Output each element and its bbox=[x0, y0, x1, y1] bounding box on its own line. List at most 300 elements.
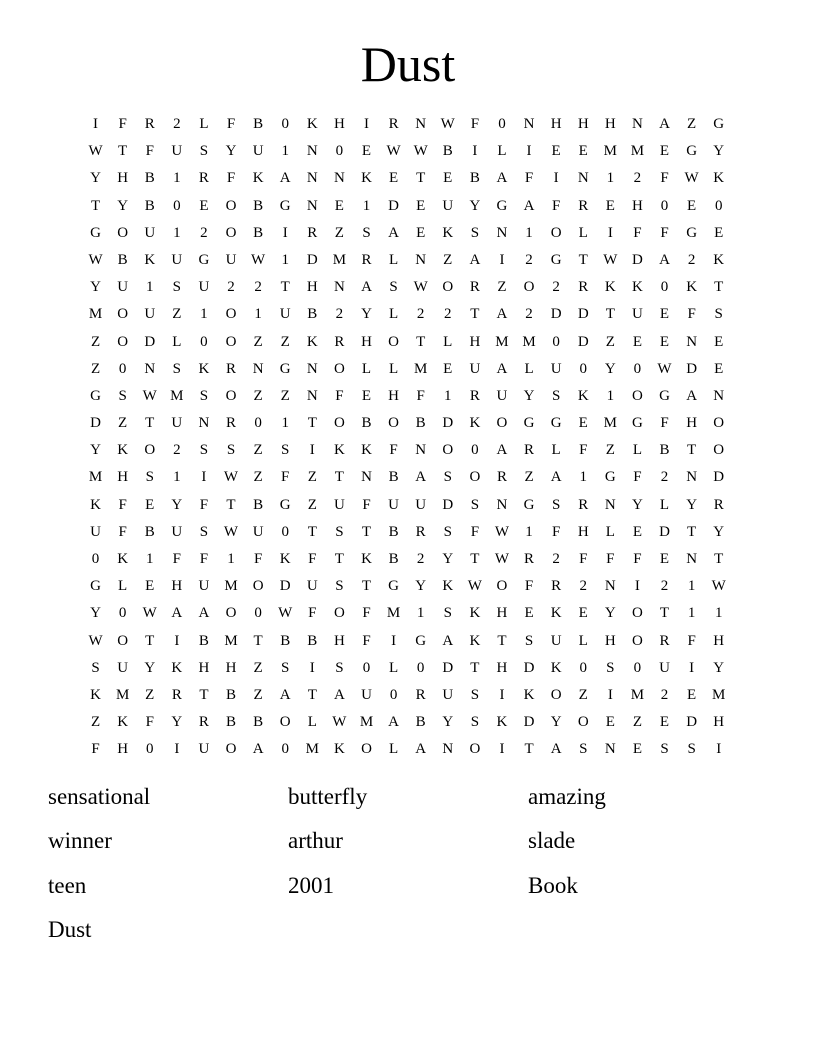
grid-letter: R bbox=[171, 686, 182, 703]
grid-letter: N bbox=[198, 415, 210, 432]
grid-letter: G bbox=[632, 415, 643, 432]
grid-letter: B bbox=[253, 116, 264, 132]
grid-letter: M bbox=[115, 686, 130, 703]
grid-letter: H bbox=[333, 116, 345, 132]
grid-letter: O bbox=[225, 224, 237, 241]
grid-letter: H bbox=[388, 387, 399, 404]
grid-letter: O bbox=[279, 714, 291, 731]
grid-letter: H bbox=[469, 333, 481, 350]
grid-letter: R bbox=[415, 523, 426, 540]
grid-letter: F bbox=[253, 551, 263, 567]
grid-letter: W bbox=[223, 523, 239, 540]
grid-letter: N bbox=[415, 116, 427, 132]
grid-letter: O bbox=[632, 632, 643, 649]
grid-letter: B bbox=[415, 415, 426, 432]
grid-letter: A bbox=[550, 741, 562, 758]
grid-letter: F bbox=[362, 496, 371, 513]
grid-letter: 1 bbox=[416, 605, 425, 622]
grid-letter: N bbox=[604, 496, 616, 513]
grid-letter: U bbox=[198, 279, 210, 296]
grid-letter: R bbox=[415, 686, 426, 703]
grid-letter: 0 bbox=[389, 686, 398, 703]
grid-letter: D bbox=[632, 251, 643, 268]
grid-letter: N bbox=[713, 387, 725, 404]
grid-letter: U bbox=[361, 686, 372, 703]
grid-letter: A bbox=[171, 605, 183, 622]
grid-letter: 0 bbox=[281, 523, 289, 540]
grid-letter: G bbox=[198, 251, 210, 268]
grid-letter: T bbox=[687, 442, 697, 459]
grid-letter: M bbox=[414, 360, 428, 377]
grid-letter: 1 bbox=[173, 170, 181, 187]
grid-letter: S bbox=[551, 387, 561, 404]
grid-letter: E bbox=[659, 306, 670, 323]
grid-letter: L bbox=[632, 442, 642, 459]
grid-letter: F bbox=[660, 170, 669, 187]
grid-letter: Y bbox=[442, 714, 454, 731]
grid-letter: B bbox=[226, 714, 237, 731]
grid-letter: 0 bbox=[145, 741, 154, 758]
grid-letter: K bbox=[279, 551, 291, 567]
grid-letter: G bbox=[279, 360, 291, 377]
grid-letter: 2 bbox=[552, 551, 560, 567]
grid-letter: 0 bbox=[118, 605, 127, 622]
grid-letter: R bbox=[361, 251, 372, 268]
grid-letter: K bbox=[523, 686, 535, 703]
grid-letter: R bbox=[496, 469, 507, 486]
grid-letter: B bbox=[388, 551, 399, 567]
grid-letter: I bbox=[553, 170, 559, 187]
grid-letter: Z bbox=[497, 279, 507, 296]
grid-letter: A bbox=[686, 387, 698, 404]
grid-letter: E bbox=[659, 333, 670, 350]
grid-letter: D bbox=[550, 306, 562, 323]
grid-letter: 0 bbox=[254, 605, 262, 622]
grid-letter: T bbox=[416, 333, 426, 350]
grid-letter: N bbox=[604, 578, 616, 595]
grid-letter: K bbox=[550, 659, 562, 676]
grid-letter: M bbox=[522, 333, 536, 350]
grid-letter: M bbox=[495, 333, 509, 350]
grid-letter: T bbox=[659, 605, 670, 622]
grid-letter: 0 bbox=[91, 551, 100, 567]
grid-letter: M bbox=[386, 605, 401, 622]
grid-letter: L bbox=[578, 632, 588, 649]
grid-letter: O bbox=[117, 306, 129, 323]
grid-letter: 2 bbox=[633, 170, 642, 187]
grid-letter: G bbox=[713, 116, 725, 132]
grid-letter: S bbox=[470, 714, 480, 731]
grid-letter: Y bbox=[171, 714, 183, 731]
grid-letter: Z bbox=[524, 469, 534, 486]
grid-letter: U bbox=[252, 143, 264, 160]
grid-letter: B bbox=[280, 632, 291, 649]
grid-letter: G bbox=[279, 496, 291, 513]
grid-letter: N bbox=[496, 224, 508, 241]
grid-letter: 1 bbox=[145, 279, 154, 296]
grid-letter: F bbox=[524, 170, 534, 187]
grid-letter: L bbox=[388, 659, 399, 676]
grid-letter: N bbox=[415, 251, 427, 268]
grid-letter: Z bbox=[443, 251, 453, 268]
grid-letter: E bbox=[632, 523, 642, 540]
grid-letter: B bbox=[253, 714, 264, 731]
grid-letter: B bbox=[198, 632, 209, 649]
word-list-item: sensational bbox=[48, 784, 151, 809]
grid-letter: 1 bbox=[606, 387, 615, 404]
grid-letter: S bbox=[606, 659, 615, 676]
grid-letter: I bbox=[282, 224, 288, 241]
grid-letter: A bbox=[469, 251, 481, 268]
grid-letter: D bbox=[442, 415, 454, 432]
grid-letter: 2 bbox=[173, 116, 181, 132]
grid-letter: H bbox=[496, 659, 508, 676]
grid-letter: T bbox=[253, 632, 263, 649]
grid-letter: Y bbox=[361, 306, 372, 323]
grid-letter: N bbox=[523, 116, 535, 132]
grid-letter: 2 bbox=[200, 224, 208, 241]
grid-letter: U bbox=[442, 686, 454, 703]
grid-letter: T bbox=[307, 415, 317, 432]
grid-letter: I bbox=[93, 116, 99, 132]
grid-letter: E bbox=[578, 415, 588, 432]
grid-letter: 1 bbox=[444, 387, 452, 404]
grid-letter: I bbox=[526, 143, 532, 160]
grid-letter: B bbox=[144, 197, 155, 214]
grid-letter: 0 bbox=[173, 197, 181, 214]
grid-letter: N bbox=[306, 143, 318, 160]
grid-letter: 2 bbox=[416, 306, 425, 323]
grid-letter: A bbox=[388, 714, 399, 731]
grid-letter: U bbox=[388, 496, 399, 513]
grid-letter: G bbox=[659, 387, 670, 404]
grid-letter: N bbox=[686, 333, 698, 350]
grid-letter: K bbox=[632, 279, 643, 296]
puzzle-title: Dust bbox=[360, 36, 456, 92]
grid-letter: Y bbox=[90, 605, 101, 622]
grid-letter: Z bbox=[578, 686, 588, 703]
grid-letter: 0 bbox=[416, 659, 425, 676]
grid-letter: 2 bbox=[444, 306, 452, 323]
grid-letter: F bbox=[335, 387, 344, 404]
grid-letter: R bbox=[198, 714, 209, 731]
grid-letter: A bbox=[279, 170, 291, 187]
grid-letter: N bbox=[632, 116, 643, 132]
grid-letter: D bbox=[577, 306, 589, 323]
grid-letter: K bbox=[361, 442, 372, 459]
grid-letter: R bbox=[198, 170, 209, 187]
grid-letter: H bbox=[577, 523, 589, 540]
grid-letter: R bbox=[334, 333, 345, 350]
grid-letter: S bbox=[389, 279, 398, 296]
grid-letter: 2 bbox=[254, 279, 262, 296]
grid-letter: O bbox=[225, 197, 237, 214]
grid-letter: Y bbox=[469, 197, 481, 214]
grid-letter: 1 bbox=[281, 143, 289, 160]
grid-letter: U bbox=[632, 306, 643, 323]
grid-letter: Y bbox=[686, 496, 698, 513]
grid-letter: F bbox=[660, 415, 669, 432]
grid-letter: Y bbox=[415, 578, 427, 595]
grid-letter: U bbox=[171, 143, 183, 160]
grid-letter: K bbox=[469, 415, 481, 432]
grid-letter: Y bbox=[171, 496, 183, 513]
grid-letter: S bbox=[145, 469, 154, 486]
grid-letter: L bbox=[659, 496, 670, 513]
grid-letter: S bbox=[281, 442, 290, 459]
grid-letter: F bbox=[389, 442, 398, 459]
grid-letter: B bbox=[388, 469, 399, 486]
grid-letter: U bbox=[171, 523, 183, 540]
grid-letter: E bbox=[416, 197, 426, 214]
grid-letter: F bbox=[145, 143, 154, 160]
grid-letter: T bbox=[118, 143, 128, 160]
grid-letter: G bbox=[496, 197, 508, 214]
grid-letter: N bbox=[306, 360, 318, 377]
grid-letter: G bbox=[388, 578, 399, 595]
grid-letter: D bbox=[686, 714, 698, 731]
grid-letter: F bbox=[416, 387, 425, 404]
grid-letter: 1 bbox=[687, 605, 696, 622]
grid-letter: F bbox=[118, 116, 127, 132]
grid-letter: F bbox=[633, 224, 642, 241]
grid-letter: G bbox=[604, 469, 616, 486]
word-list bbox=[48, 775, 768, 952]
grid-letter: N bbox=[415, 442, 427, 459]
grid-letter: U bbox=[333, 496, 345, 513]
grid-letter: M bbox=[630, 143, 645, 160]
grid-letter: R bbox=[144, 116, 155, 132]
grid-letter: U bbox=[171, 415, 183, 432]
grid-letter: D bbox=[90, 415, 101, 432]
grid-letter: M bbox=[305, 741, 319, 758]
grid-letter: I bbox=[363, 116, 369, 132]
grid-letter: 1 bbox=[687, 578, 696, 595]
grid-letter: T bbox=[361, 578, 372, 595]
grid-letter: H bbox=[713, 632, 725, 649]
grid-letter: D bbox=[523, 659, 535, 676]
grid-letter: H bbox=[117, 170, 129, 187]
grid-letter: T bbox=[145, 415, 155, 432]
grid-letter: K bbox=[198, 360, 210, 377]
grid-letter: E bbox=[632, 333, 642, 350]
grid-letter: W bbox=[413, 279, 428, 296]
grid-letter: F bbox=[226, 170, 236, 187]
grid-letter: S bbox=[199, 442, 209, 459]
grid-letter: R bbox=[659, 632, 670, 649]
grid-letter: I bbox=[472, 143, 478, 160]
grid-letter: A bbox=[442, 632, 454, 649]
grid-letter: U bbox=[550, 360, 562, 377]
grid-letter: W bbox=[251, 251, 266, 268]
grid-letter: O bbox=[577, 714, 589, 731]
grid-letter: D bbox=[577, 333, 589, 350]
grid-letter: U bbox=[469, 360, 481, 377]
grid-letter: S bbox=[551, 496, 561, 513]
grid-letter: D bbox=[306, 251, 318, 268]
grid-letter: 2 bbox=[173, 442, 181, 459]
grid-letter: E bbox=[714, 224, 724, 241]
grid-letter: H bbox=[117, 469, 129, 486]
grid-letter: T bbox=[416, 170, 426, 187]
grid-letter: S bbox=[199, 387, 209, 404]
grid-letter: A bbox=[659, 116, 670, 132]
grid-letter: I bbox=[309, 442, 315, 459]
grid-letter: U bbox=[252, 523, 264, 540]
grid-letter: E bbox=[388, 170, 399, 187]
grid-letter: N bbox=[686, 469, 698, 486]
grid-letter: O bbox=[117, 632, 129, 649]
grid-letter: E bbox=[524, 605, 534, 622]
grid-letter: S bbox=[660, 741, 669, 758]
grid-letter: W bbox=[467, 578, 482, 595]
grid-letter: N bbox=[577, 170, 589, 187]
grid-letter: T bbox=[470, 551, 480, 567]
grid-letter: O bbox=[469, 741, 481, 758]
grid-letter: A bbox=[659, 251, 670, 268]
grid-letter: 2 bbox=[335, 306, 344, 323]
grid-letter: 1 bbox=[173, 469, 181, 486]
grid-letter: S bbox=[579, 741, 588, 758]
grid-letter: D bbox=[144, 333, 156, 350]
grid-letter: Z bbox=[253, 333, 263, 350]
grid-letter: K bbox=[361, 551, 372, 567]
grid-letter: O bbox=[117, 224, 129, 241]
grid-letter: K bbox=[333, 741, 345, 758]
grid-letter: E bbox=[443, 360, 453, 377]
grid-letter: S bbox=[281, 659, 290, 676]
grid-letter: O bbox=[632, 605, 643, 622]
grid-letter: U bbox=[144, 306, 156, 323]
grid-letter: T bbox=[334, 469, 344, 486]
grid-letter: F bbox=[362, 605, 371, 622]
grid-letter: L bbox=[605, 523, 615, 540]
grid-letter: L bbox=[388, 741, 399, 758]
grid-letter: W bbox=[88, 632, 103, 649]
grid-letter: F bbox=[281, 469, 290, 486]
grid-letter: R bbox=[524, 442, 535, 459]
grid-letter: B bbox=[469, 170, 480, 187]
grid-letter: D bbox=[659, 523, 670, 540]
grid-letter: L bbox=[388, 306, 399, 323]
grid-letter: Z bbox=[605, 333, 615, 350]
grid-letter: U bbox=[306, 578, 318, 595]
grid-letter: A bbox=[361, 279, 372, 296]
grid-letter: W bbox=[494, 551, 510, 567]
grid-letter: W bbox=[88, 143, 103, 160]
grid-letter: D bbox=[713, 469, 725, 486]
grid-letter: O bbox=[117, 333, 129, 350]
grid-letter: 1 bbox=[579, 469, 587, 486]
grid-letter: W bbox=[332, 714, 347, 731]
grid-letter: E bbox=[443, 170, 453, 187]
grid-letter: S bbox=[335, 523, 344, 540]
grid-letter: O bbox=[225, 387, 237, 404]
grid-letter: B bbox=[659, 442, 670, 459]
word-list-item: 2001 bbox=[288, 872, 334, 898]
grid-letter: K bbox=[442, 224, 454, 241]
grid-letter: K bbox=[550, 605, 562, 622]
grid-letter: H bbox=[686, 415, 698, 432]
grid-letter: Y bbox=[713, 659, 725, 676]
grid-letter: N bbox=[144, 360, 156, 377]
grid-letter: G bbox=[686, 224, 698, 241]
grid-letter: S bbox=[470, 686, 480, 703]
grid-letter: I bbox=[499, 251, 505, 268]
grid-letter: 0 bbox=[254, 415, 262, 432]
letter-grid bbox=[82, 111, 732, 764]
grid-letter: 0 bbox=[335, 143, 344, 160]
grid-letter: O bbox=[144, 442, 156, 459]
grid-letter: U bbox=[659, 659, 670, 676]
grid-letter: W bbox=[278, 605, 293, 622]
grid-letter: S bbox=[199, 523, 209, 540]
grid-letter: L bbox=[443, 333, 453, 350]
grid-letter: B bbox=[442, 143, 453, 160]
grid-letter: K bbox=[333, 442, 345, 459]
grid-letter: S bbox=[470, 224, 480, 241]
grid-letter: U bbox=[198, 741, 210, 758]
grid-letter: Z bbox=[632, 714, 642, 731]
grid-letter: K bbox=[469, 632, 481, 649]
grid-letter: T bbox=[578, 251, 588, 268]
grid-letter: Z bbox=[253, 387, 263, 404]
grid-letter: R bbox=[307, 224, 318, 241]
grid-letter: E bbox=[714, 360, 724, 377]
grid-letter: T bbox=[605, 306, 615, 323]
grid-letter: F bbox=[199, 551, 209, 567]
grid-letter: H bbox=[577, 116, 589, 132]
grid-letter: L bbox=[551, 442, 561, 459]
grid-letter: E bbox=[687, 197, 697, 214]
grid-letter: B bbox=[253, 224, 264, 241]
grid-letter: 0 bbox=[552, 333, 560, 350]
grid-letter: Z bbox=[145, 686, 155, 703]
grid-letter: D bbox=[388, 197, 399, 214]
grid-letter: T bbox=[199, 686, 209, 703]
grid-letter: A bbox=[388, 224, 399, 241]
word-list-item: arthur bbox=[288, 828, 343, 854]
grid-letter: 0 bbox=[714, 197, 723, 214]
grid-letter: I bbox=[174, 632, 180, 649]
grid-letter: T bbox=[307, 523, 317, 540]
grid-letter: L bbox=[497, 143, 507, 160]
grid-letter: 0 bbox=[498, 116, 506, 132]
grid-letter: 0 bbox=[579, 360, 587, 377]
grid-letter: S bbox=[199, 143, 209, 160]
grid-letter: S bbox=[118, 387, 127, 404]
grid-letter: K bbox=[117, 714, 129, 731]
grid-letter: S bbox=[91, 659, 100, 676]
grid-letter: B bbox=[253, 197, 264, 214]
grid-letter: S bbox=[362, 224, 371, 241]
grid-letter: 1 bbox=[525, 523, 533, 540]
grid-letter: Y bbox=[523, 387, 535, 404]
grid-letter: 0 bbox=[633, 659, 642, 676]
grid-letter: 0 bbox=[200, 333, 208, 350]
grid-letter: R bbox=[551, 578, 562, 595]
grid-letter: G bbox=[550, 251, 562, 268]
grid-letter: 2 bbox=[660, 578, 669, 595]
grid-letter: E bbox=[659, 551, 670, 567]
grid-letter: K bbox=[713, 251, 725, 268]
word-list-item: Book bbox=[528, 872, 578, 898]
grid-letter: O bbox=[550, 686, 562, 703]
grid-letter: T bbox=[307, 686, 317, 703]
grid-letter: 2 bbox=[552, 279, 560, 296]
grid-letter: O bbox=[469, 469, 481, 486]
grid-letter: I bbox=[499, 686, 505, 703]
